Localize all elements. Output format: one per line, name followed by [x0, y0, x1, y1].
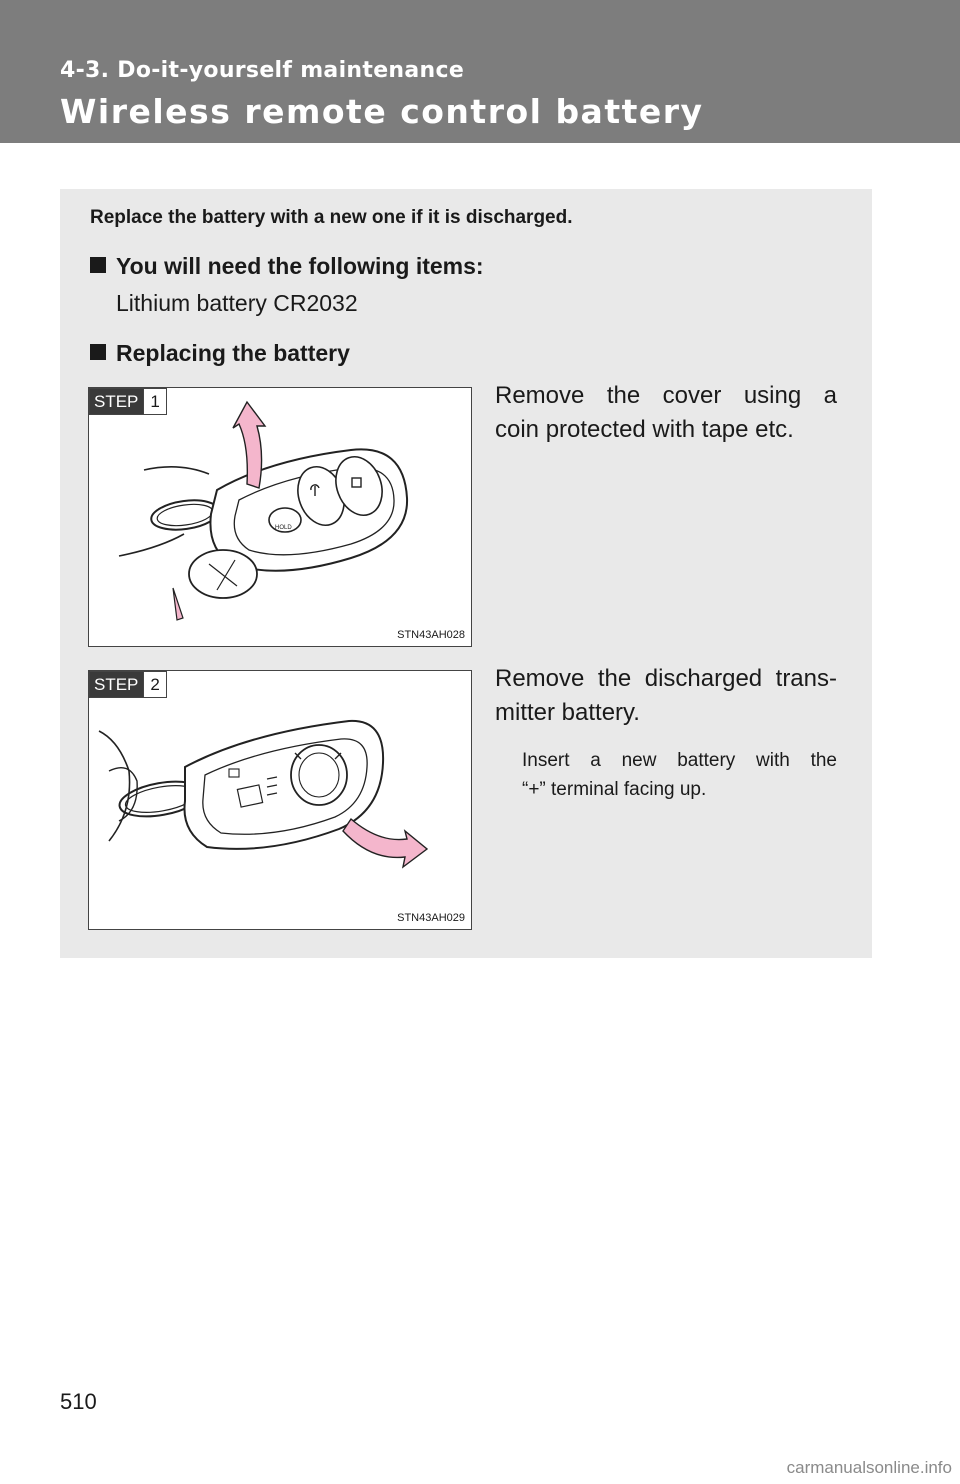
items-heading-label: You will need the following items:: [116, 253, 484, 279]
step2-figure-code: STN43AH029: [397, 912, 465, 924]
step2-badge: [89, 671, 167, 698]
step1-badge-word: STEP: [90, 389, 143, 414]
step1-text-line2: coin protected with tape etc.: [495, 416, 794, 443]
section-label: 4-3. Do-it-yourself maintenance: [60, 58, 465, 83]
square-bullet-icon: [90, 344, 106, 360]
square-bullet-icon: [90, 257, 106, 273]
replace-heading: [90, 340, 350, 367]
step2-figure: [88, 670, 472, 930]
replace-heading-label: Replacing the battery: [116, 340, 350, 366]
required-item: Lithium battery CR2032: [116, 290, 358, 316]
step2-note-line1: Insert a new battery with the: [522, 750, 837, 771]
page-title: Wireless remote control battery: [60, 92, 704, 131]
intro-text: Replace the battery with a new one if it is discharged.: [90, 207, 573, 228]
step2-text-line2: mitter battery.: [495, 699, 640, 726]
step2-note-line2: “+” terminal facing up.: [522, 779, 707, 800]
step1-badge-number: 1: [143, 389, 165, 414]
page-header: [0, 0, 960, 143]
hold-label: HOLD: [275, 525, 292, 531]
step1-figure: [88, 387, 472, 647]
step1-badge: [89, 388, 167, 415]
step2-badge-word: STEP: [90, 672, 143, 697]
items-heading: [90, 253, 484, 280]
step1-figure-code: STN43AH028: [397, 629, 465, 641]
watermark: carmanualsonline.info: [786, 1458, 952, 1477]
page-number: 510: [60, 1389, 97, 1414]
open-key-fob-illustration: [89, 671, 472, 930]
step1-text-line1: Remove the cover using a: [495, 382, 837, 409]
step2-badge-number: 2: [143, 672, 165, 697]
step2-text-line1: Remove the discharged trans-: [495, 665, 837, 692]
key-fob-cover-illustration: [89, 388, 472, 647]
